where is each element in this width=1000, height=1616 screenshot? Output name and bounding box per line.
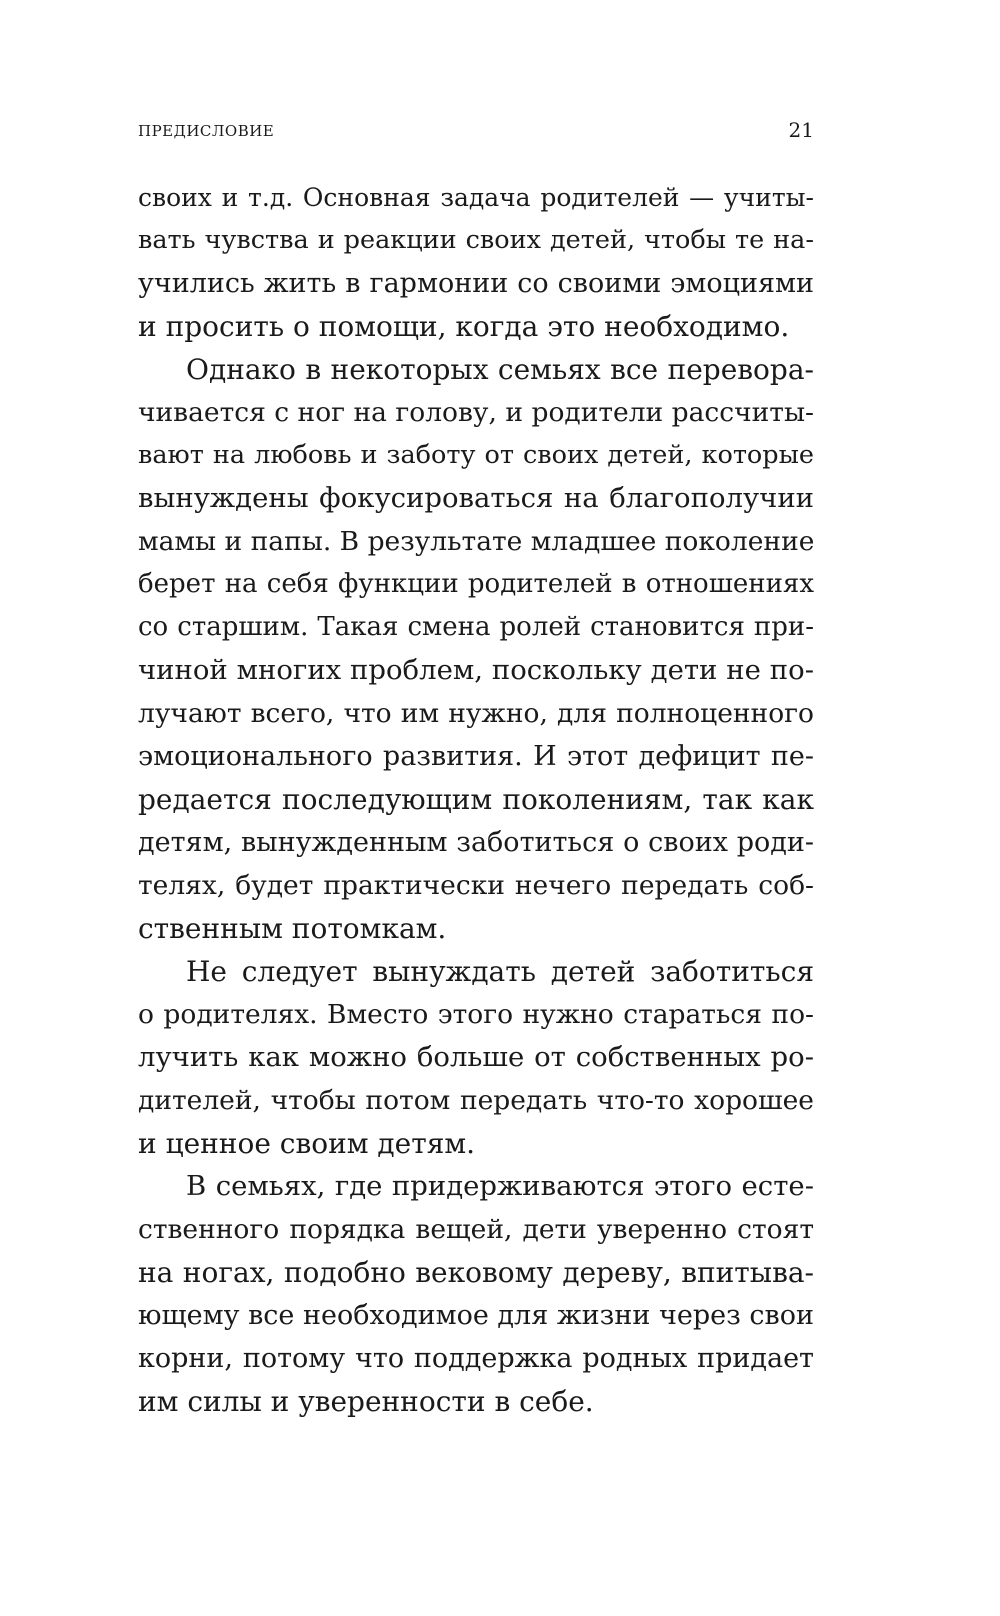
text-line: им силы и уверенности в себе. [138,1385,594,1418]
paragraph-3 [138,950,814,1165]
text-line: корни, потому что поддержка родных придает [138,1343,814,1374]
text-line: со старшим. Такая смена ролей становится при- [138,612,814,642]
running-head: ПРЕДИСЛОВИЕ [138,122,275,140]
paragraph-4 [138,1165,814,1423]
text-line: учились жить в гармонии со своими эмоциями [138,268,814,299]
text-line: ственным потомкам. [138,912,447,945]
text-line: дителей, чтобы потом передать что-то хорошее [138,1085,814,1116]
text-line: лучить как можно больше от собственных ро- [138,1041,814,1073]
text-line: ющему все необходимое для жизни через свои [138,1300,814,1331]
text-line: о родителях. Вместо этого нужно стараться по- [138,999,814,1030]
text-line: вают на любовь и заботу от своих детей, которые [138,440,814,470]
paragraph-1 [138,176,814,348]
text-line: Однако в некоторых семьях все перевора- [186,353,814,386]
text-line: вынуждены фокусироваться на благополучии [138,482,814,514]
text-line: ственного порядка вещей, дети уверенно стоят [138,1214,814,1245]
text-line: вать чувства и реакции своих детей, чтобы те на- [138,225,814,255]
text-line: мамы и папы. В результате младшее поколение [138,526,815,557]
text-line: В семьях, где придерживаются этого есте- [186,1170,814,1202]
page-header [138,116,814,156]
text-line: своих и т.д. Основная задача родителей — учиты- [138,183,814,212]
text-line: телях, будет практически нечего передать соб- [138,870,814,901]
text-line: Не следует вынуждать детей заботиться [186,955,814,988]
text-line: и просить о помощи, когда это необходимо. [138,310,790,343]
paragraph-2 [138,348,814,950]
text-line: и ценное своим детям. [138,1127,476,1160]
text-line: берет на себя функции родителей в отношениях [138,569,814,599]
text-line: лучают всего, что им нужно, для полноценного [138,698,814,729]
text-line: эмоционального развития. И этот дефицит пе- [138,741,814,772]
text-line: редается последующим поколениям, так как [138,783,814,816]
page-number: 21 [788,118,814,142]
text-line: чивается с ног на голову, и родители рассчиты- [138,397,814,428]
body-text [138,176,814,1423]
text-line: на ногах, подобно вековому дереву, впитыва- [138,1256,814,1289]
text-line: детям, вынужденным заботиться о своих роди- [138,827,814,858]
text-line: чиной многих проблем, поскольку дети не по- [138,654,814,686]
